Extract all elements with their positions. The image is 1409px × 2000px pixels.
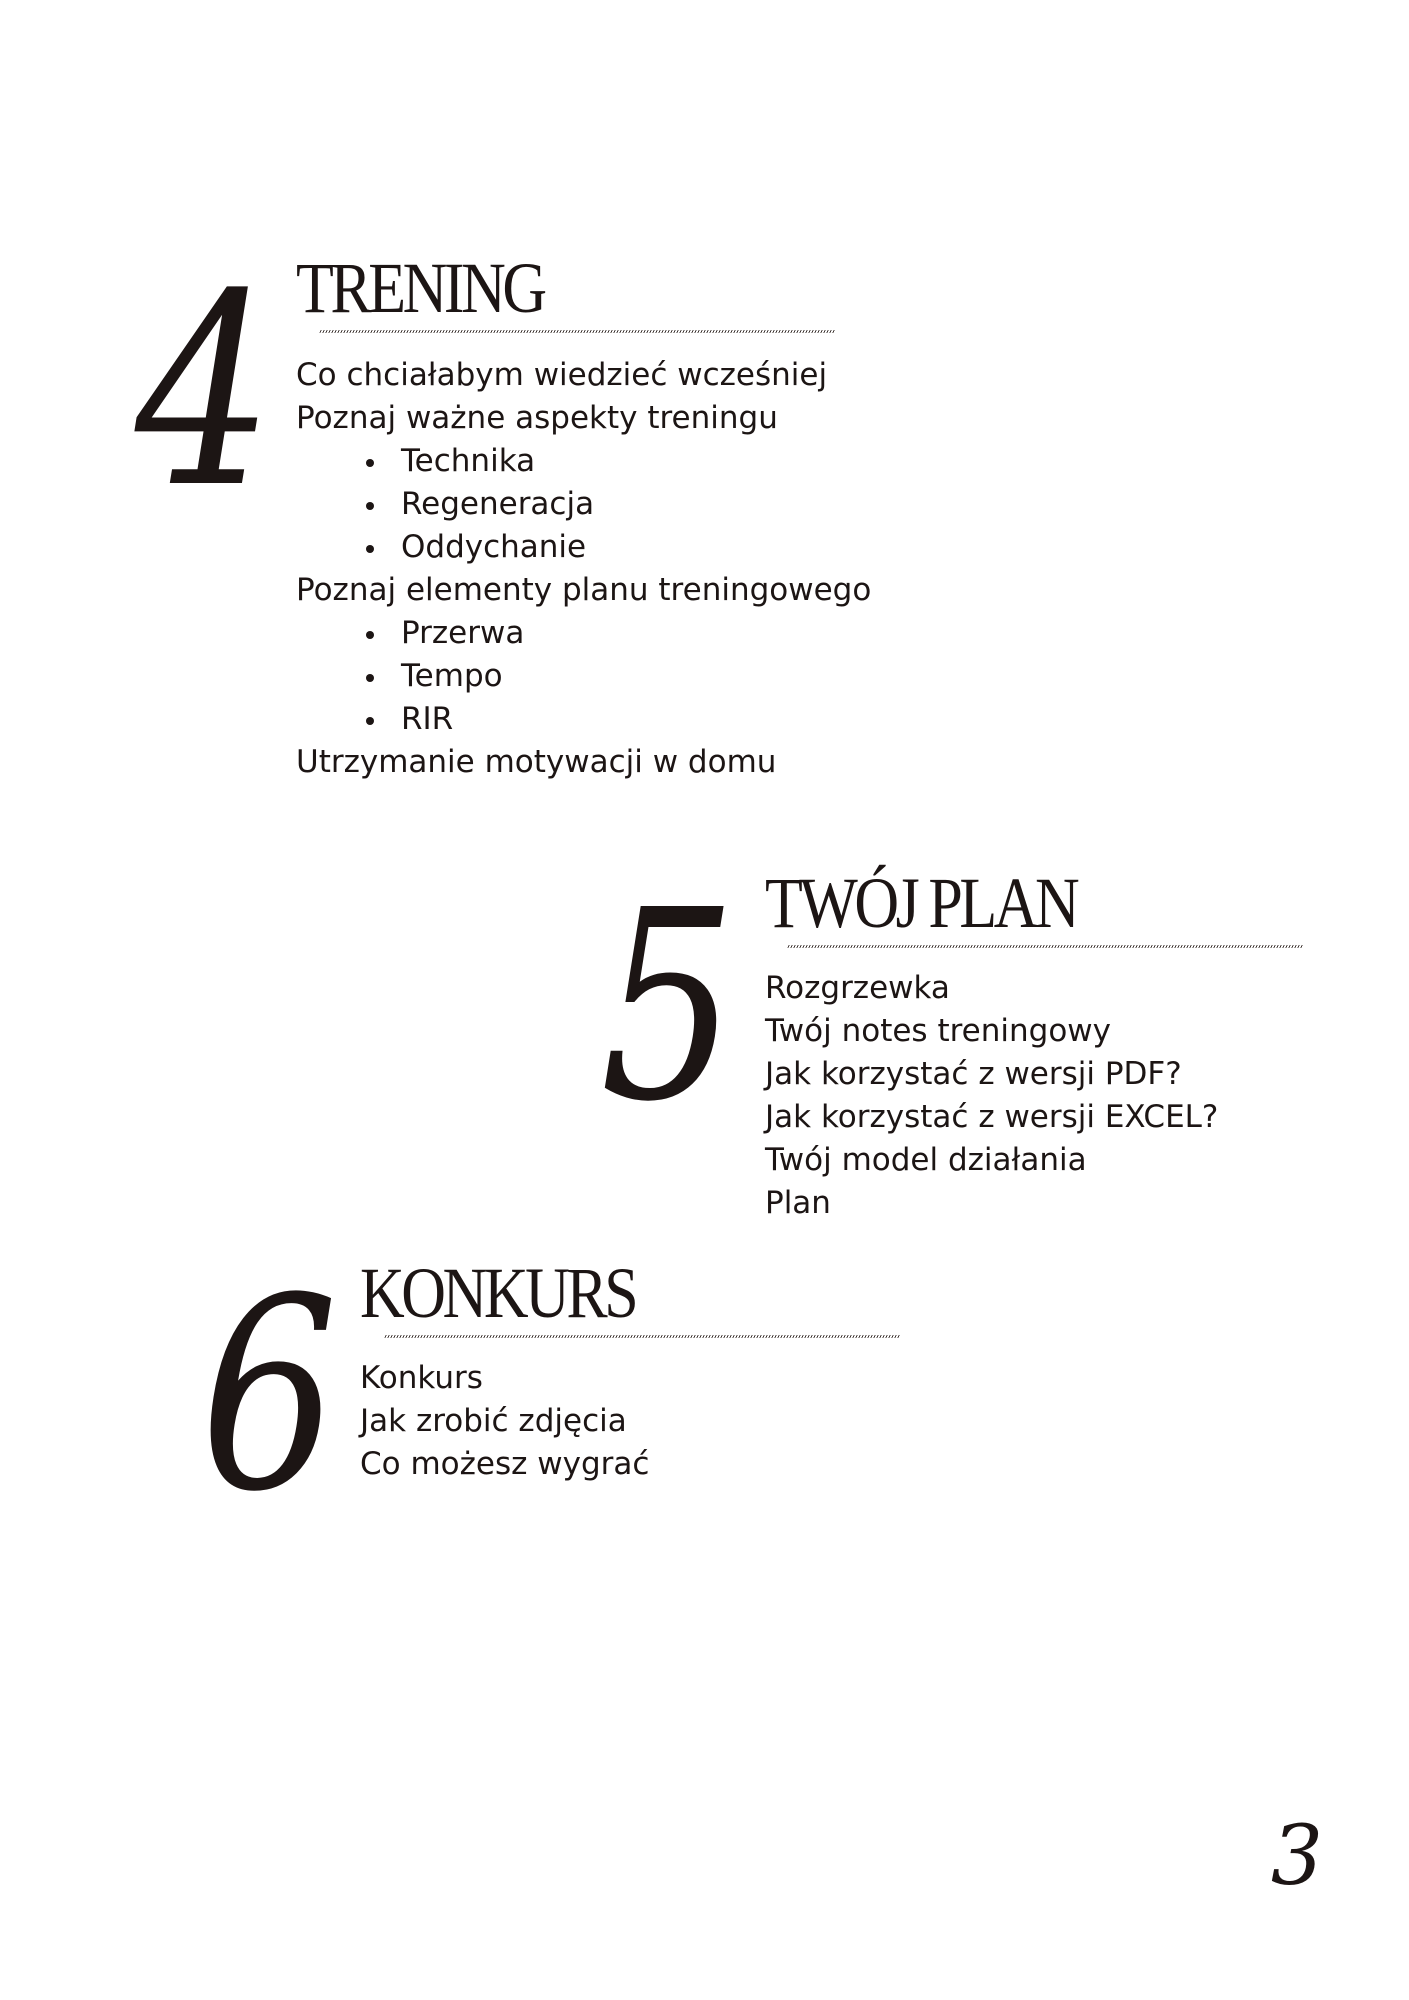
- section-item-list: [360, 1357, 649, 1486]
- list-item: Rozgrzewka: [765, 970, 950, 1006]
- list-subitem: Regeneracja: [296, 483, 871, 526]
- list-item: Konkurs: [360, 1360, 483, 1396]
- section-number: 4: [135, 238, 274, 546]
- list-item: Utrzymanie motywacji w domu: [296, 744, 777, 780]
- list-item: Plan: [765, 1185, 831, 1221]
- section-number: 6: [200, 1242, 339, 1550]
- section-title: TRENING: [296, 248, 544, 328]
- list-subitem: Przerwa: [296, 612, 871, 655]
- section-item-list: [296, 354, 871, 784]
- list-item: Jak korzystać z wersji EXCEL?: [765, 1099, 1219, 1135]
- title-underline: [384, 1335, 900, 1338]
- section-title: KONKURS: [360, 1253, 636, 1333]
- list-subitem: Tempo: [296, 655, 871, 698]
- list-item: Jak zrobić zdjęcia: [360, 1403, 627, 1439]
- page-number: 3: [1270, 1809, 1323, 1904]
- title-underline: [319, 330, 835, 333]
- section-number: 5: [600, 854, 737, 1159]
- list-item: Co chciałabym wiedzieć wcześniej: [296, 357, 828, 393]
- list-subitem: Technika: [296, 440, 871, 483]
- list-item: Co możesz wygrać: [360, 1446, 650, 1482]
- title-underline: [787, 945, 1303, 948]
- list-item: Twój model działania: [765, 1142, 1087, 1178]
- section-item-list: [765, 967, 1218, 1225]
- list-item: Poznaj ważne aspekty treningu: [296, 400, 778, 436]
- list-item: Poznaj elementy planu treningowego: [296, 572, 872, 608]
- list-item: Jak korzystać z wersji PDF?: [765, 1056, 1182, 1092]
- list-subitem: Oddychanie: [296, 526, 871, 569]
- list-subitem: RIR: [296, 698, 871, 741]
- list-item: Twój notes treningowy: [765, 1013, 1111, 1049]
- section-title: TWÓJ PLAN: [765, 863, 1077, 943]
